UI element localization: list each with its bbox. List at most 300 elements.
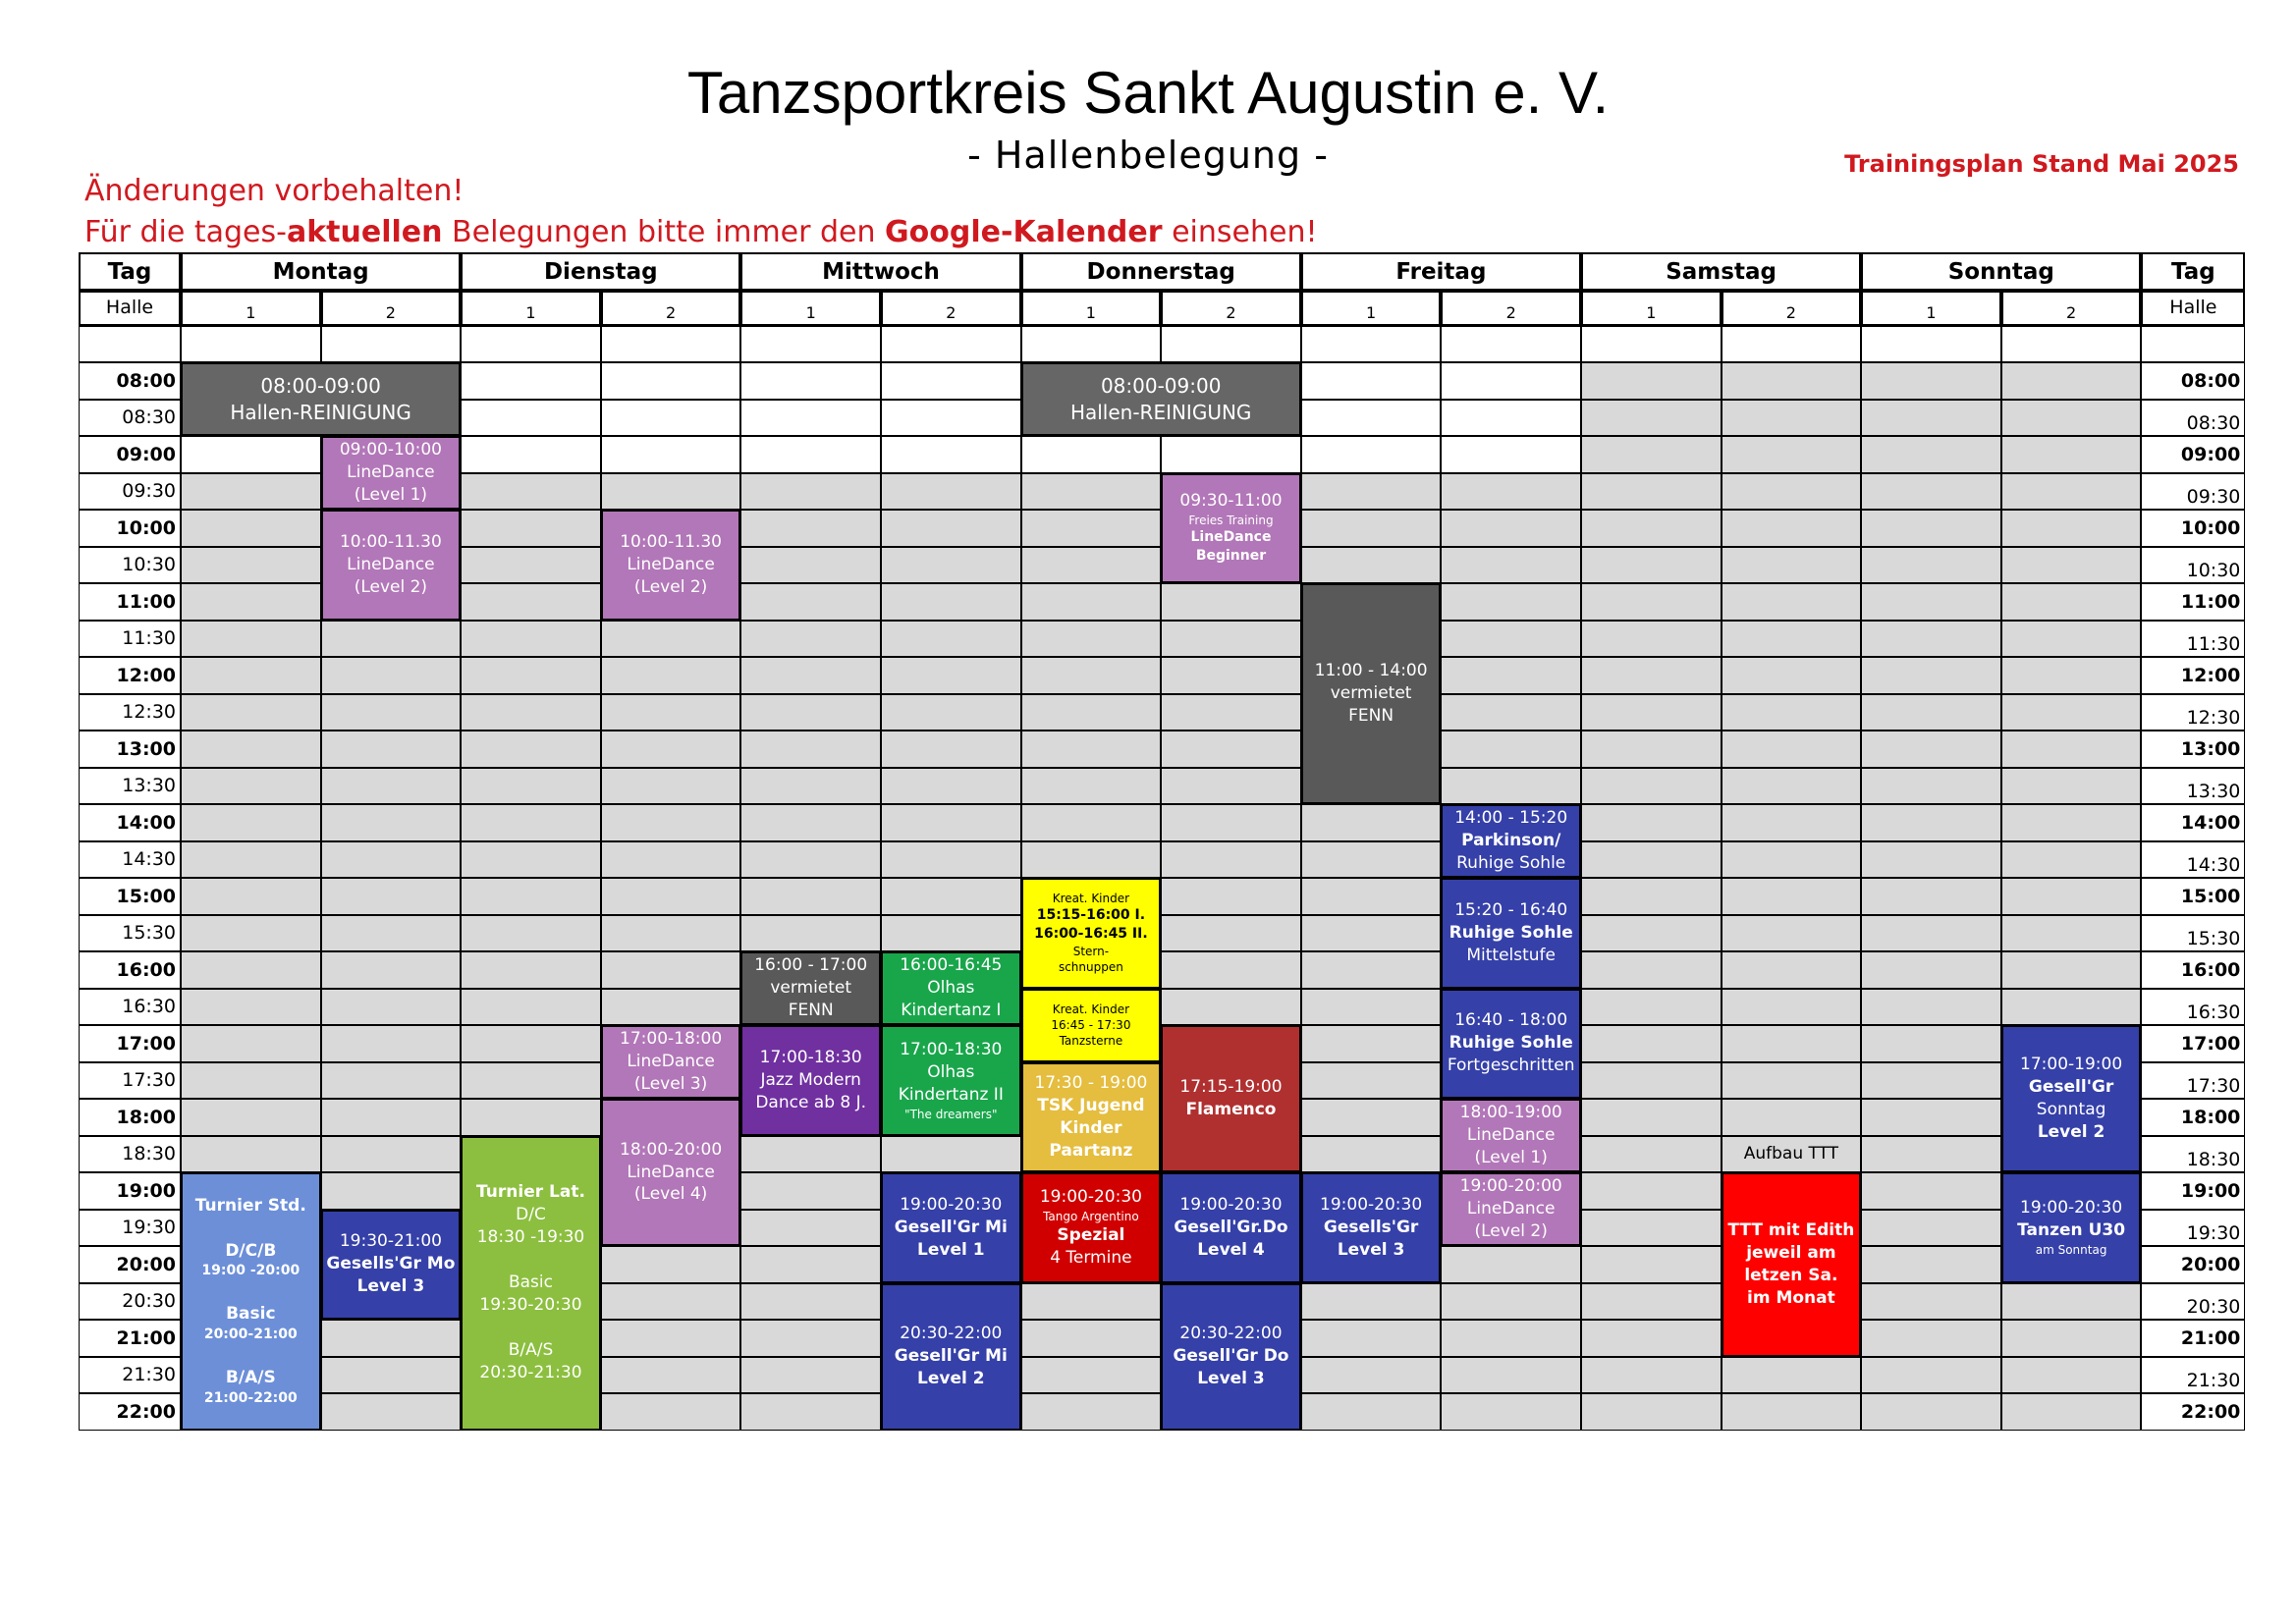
slot-cell[interactable] <box>1861 1210 2001 1247</box>
slot-cell[interactable] <box>740 1357 881 1394</box>
slot-cell[interactable] <box>740 804 881 841</box>
slot-cell[interactable] <box>1441 400 1581 437</box>
slot-cell[interactable] <box>461 473 601 511</box>
slot-cell[interactable] <box>181 768 321 805</box>
slot-cell[interactable] <box>601 1357 741 1394</box>
event-block[interactable] <box>881 1283 1021 1431</box>
slot-cell[interactable] <box>1861 473 2001 511</box>
slot-cell[interactable] <box>2001 657 2142 694</box>
slot-cell[interactable] <box>1441 547 1581 584</box>
slot-cell[interactable] <box>1581 657 1722 694</box>
slot-cell[interactable] <box>2001 1320 2142 1357</box>
slot-cell[interactable] <box>1021 804 1162 841</box>
slot-cell[interactable] <box>881 436 1021 473</box>
slot-cell[interactable] <box>321 878 462 915</box>
slot-cell[interactable] <box>321 841 462 879</box>
slot-cell[interactable] <box>1861 694 2001 731</box>
slot-cell[interactable] <box>1581 989 1722 1026</box>
slot-cell[interactable] <box>740 731 881 768</box>
slot-cell[interactable] <box>321 731 462 768</box>
slot-cell[interactable] <box>1861 583 2001 621</box>
slot-cell[interactable] <box>1581 1283 1722 1321</box>
slot-cell[interactable] <box>740 694 881 731</box>
slot-cell[interactable] <box>1861 621 2001 658</box>
slot-cell[interactable] <box>461 621 601 658</box>
slot-cell[interactable] <box>601 436 741 473</box>
slot-cell[interactable] <box>1861 1246 2001 1283</box>
event-block[interactable] <box>2001 1025 2142 1172</box>
slot-cell[interactable] <box>1441 436 1581 473</box>
event-block[interactable] <box>1441 1172 1581 1246</box>
slot-cell[interactable] <box>1581 768 1722 805</box>
slot-cell[interactable] <box>321 1062 462 1100</box>
slot-cell[interactable] <box>1301 1136 1442 1173</box>
event-block[interactable] <box>881 1172 1021 1283</box>
event-block[interactable] <box>1722 1136 1862 1173</box>
slot-cell[interactable] <box>1301 473 1442 511</box>
slot-cell[interactable] <box>321 915 462 952</box>
slot-cell[interactable] <box>1581 915 1722 952</box>
slot-cell[interactable] <box>1301 362 1442 400</box>
slot-cell[interactable] <box>1301 400 1442 437</box>
event-block[interactable] <box>321 436 462 510</box>
slot-cell[interactable] <box>1301 1357 1442 1394</box>
slot-cell[interactable] <box>1861 1357 2001 1394</box>
slot-cell[interactable] <box>1161 951 1301 989</box>
slot-cell[interactable] <box>461 1025 601 1062</box>
slot-cell[interactable] <box>1581 436 1722 473</box>
slot-cell[interactable] <box>1301 547 1442 584</box>
slot-cell[interactable] <box>181 510 321 547</box>
slot-cell[interactable] <box>740 1393 881 1431</box>
slot-cell[interactable] <box>1581 1172 1722 1210</box>
slot-cell[interactable] <box>2001 510 2142 547</box>
slot-cell[interactable] <box>1441 1320 1581 1357</box>
slot-cell[interactable] <box>1441 583 1581 621</box>
slot-cell[interactable] <box>1441 768 1581 805</box>
slot-cell[interactable] <box>1021 731 1162 768</box>
slot-cell[interactable] <box>1161 436 1301 473</box>
slot-cell[interactable] <box>1861 1320 2001 1357</box>
slot-cell[interactable] <box>1722 878 1862 915</box>
slot-cell[interactable] <box>321 951 462 989</box>
slot-cell[interactable] <box>1301 989 1442 1026</box>
slot-cell[interactable] <box>1581 804 1722 841</box>
slot-cell[interactable] <box>1581 1099 1722 1136</box>
slot-cell[interactable] <box>601 694 741 731</box>
event-block[interactable] <box>1301 1172 1442 1283</box>
slot-cell[interactable] <box>1301 1393 1442 1431</box>
slot-cell[interactable] <box>881 362 1021 400</box>
slot-cell[interactable] <box>1161 657 1301 694</box>
slot-cell[interactable] <box>461 694 601 731</box>
slot-cell[interactable] <box>1021 621 1162 658</box>
slot-cell[interactable] <box>1161 878 1301 915</box>
slot-cell[interactable] <box>2001 694 2142 731</box>
slot-cell[interactable] <box>1021 510 1162 547</box>
slot-cell[interactable] <box>1021 436 1162 473</box>
slot-cell[interactable] <box>2001 583 2142 621</box>
slot-cell[interactable] <box>1301 804 1442 841</box>
slot-cell[interactable] <box>601 915 741 952</box>
slot-cell[interactable] <box>740 1210 881 1247</box>
event-block[interactable] <box>1021 1172 1162 1283</box>
slot-cell[interactable] <box>181 436 321 473</box>
slot-cell[interactable] <box>881 621 1021 658</box>
slot-cell[interactable] <box>1441 362 1581 400</box>
event-block[interactable] <box>2001 1172 2142 1283</box>
slot-cell[interactable] <box>461 804 601 841</box>
slot-cell[interactable] <box>1861 1172 2001 1210</box>
slot-cell[interactable] <box>1722 1099 1862 1136</box>
slot-cell[interactable] <box>181 878 321 915</box>
slot-cell[interactable] <box>740 768 881 805</box>
slot-cell[interactable] <box>1861 510 2001 547</box>
slot-cell[interactable] <box>601 657 741 694</box>
slot-cell[interactable] <box>321 621 462 658</box>
event-block[interactable] <box>1021 989 1162 1062</box>
slot-cell[interactable] <box>740 510 881 547</box>
slot-cell[interactable] <box>1722 1025 1862 1062</box>
slot-cell[interactable] <box>881 657 1021 694</box>
event-block[interactable] <box>1021 1062 1162 1173</box>
slot-cell[interactable] <box>181 915 321 952</box>
slot-cell[interactable] <box>1581 1210 1722 1247</box>
google-calendar-link[interactable]: Google-Kalender <box>885 215 1163 249</box>
slot-cell[interactable] <box>881 804 1021 841</box>
slot-cell[interactable] <box>1021 1357 1162 1394</box>
slot-cell[interactable] <box>2001 804 2142 841</box>
event-block[interactable] <box>1441 878 1581 989</box>
slot-cell[interactable] <box>1861 804 2001 841</box>
slot-cell[interactable] <box>1581 878 1722 915</box>
slot-cell[interactable] <box>1301 951 1442 989</box>
slot-cell[interactable] <box>1861 1099 2001 1136</box>
slot-cell[interactable] <box>881 583 1021 621</box>
slot-cell[interactable] <box>1861 1136 2001 1173</box>
slot-cell[interactable] <box>601 621 741 658</box>
slot-cell[interactable] <box>1581 400 1722 437</box>
slot-cell[interactable] <box>2001 473 2142 511</box>
slot-cell[interactable] <box>2001 989 2142 1026</box>
slot-cell[interactable] <box>1161 989 1301 1026</box>
slot-cell[interactable] <box>1861 1062 2001 1100</box>
slot-cell[interactable] <box>321 989 462 1026</box>
event-block[interactable] <box>461 1136 601 1431</box>
slot-cell[interactable] <box>1722 915 1862 952</box>
slot-cell[interactable] <box>1581 510 1722 547</box>
slot-cell[interactable] <box>881 768 1021 805</box>
event-block[interactable] <box>601 510 741 621</box>
slot-cell[interactable] <box>1441 473 1581 511</box>
event-block[interactable] <box>881 951 1021 1025</box>
slot-cell[interactable] <box>1722 547 1862 584</box>
slot-cell[interactable] <box>1722 1357 1862 1394</box>
event-block[interactable] <box>740 951 881 1025</box>
slot-cell[interactable] <box>2001 951 2142 989</box>
slot-cell[interactable] <box>1861 362 2001 400</box>
slot-cell[interactable] <box>2001 841 2142 879</box>
slot-cell[interactable] <box>1301 1025 1442 1062</box>
slot-cell[interactable] <box>461 400 601 437</box>
slot-cell[interactable] <box>1581 951 1722 989</box>
slot-cell[interactable] <box>181 1136 321 1173</box>
slot-cell[interactable] <box>461 436 601 473</box>
slot-cell[interactable] <box>1722 1393 1862 1431</box>
slot-cell[interactable] <box>1161 768 1301 805</box>
slot-cell[interactable] <box>181 694 321 731</box>
slot-cell[interactable] <box>1722 841 1862 879</box>
slot-cell[interactable] <box>1861 436 2001 473</box>
slot-cell[interactable] <box>1301 436 1442 473</box>
slot-cell[interactable] <box>1722 362 1862 400</box>
slot-cell[interactable] <box>601 362 741 400</box>
slot-cell[interactable] <box>321 657 462 694</box>
slot-cell[interactable] <box>1861 989 2001 1026</box>
slot-cell[interactable] <box>1021 547 1162 584</box>
slot-cell[interactable] <box>740 1136 881 1173</box>
slot-cell[interactable] <box>1301 1062 1442 1100</box>
slot-cell[interactable] <box>601 768 741 805</box>
slot-cell[interactable] <box>1861 878 2001 915</box>
slot-cell[interactable] <box>461 841 601 879</box>
slot-cell[interactable] <box>181 473 321 511</box>
slot-cell[interactable] <box>461 768 601 805</box>
event-block[interactable] <box>1161 1025 1301 1172</box>
slot-cell[interactable] <box>601 1393 741 1431</box>
slot-cell[interactable] <box>1441 510 1581 547</box>
slot-cell[interactable] <box>1861 1393 2001 1431</box>
event-block[interactable] <box>1161 473 1301 584</box>
slot-cell[interactable] <box>2001 362 2142 400</box>
event-block[interactable] <box>1021 362 1301 436</box>
slot-cell[interactable] <box>2001 878 2142 915</box>
slot-cell[interactable] <box>1161 841 1301 879</box>
slot-cell[interactable] <box>1581 1320 1722 1357</box>
slot-cell[interactable] <box>740 1246 881 1283</box>
slot-cell[interactable] <box>1722 510 1862 547</box>
slot-cell[interactable] <box>1861 731 2001 768</box>
slot-cell[interactable] <box>1021 583 1162 621</box>
slot-cell[interactable] <box>740 1283 881 1321</box>
slot-cell[interactable] <box>601 804 741 841</box>
slot-cell[interactable] <box>181 1025 321 1062</box>
slot-cell[interactable] <box>461 657 601 694</box>
slot-cell[interactable] <box>1722 657 1862 694</box>
slot-cell[interactable] <box>1441 694 1581 731</box>
slot-cell[interactable] <box>181 804 321 841</box>
slot-cell[interactable] <box>1581 583 1722 621</box>
slot-cell[interactable] <box>740 1172 881 1210</box>
slot-cell[interactable] <box>601 473 741 511</box>
slot-cell[interactable] <box>1441 1283 1581 1321</box>
slot-cell[interactable] <box>1161 804 1301 841</box>
slot-cell[interactable] <box>181 951 321 989</box>
slot-cell[interactable] <box>601 989 741 1026</box>
slot-cell[interactable] <box>2001 915 2142 952</box>
slot-cell[interactable] <box>461 1099 601 1136</box>
slot-cell[interactable] <box>2001 1357 2142 1394</box>
slot-cell[interactable] <box>181 657 321 694</box>
slot-cell[interactable] <box>1581 694 1722 731</box>
slot-cell[interactable] <box>2001 1283 2142 1321</box>
event-block[interactable] <box>740 1025 881 1136</box>
slot-cell[interactable] <box>1722 804 1862 841</box>
slot-cell[interactable] <box>740 915 881 952</box>
slot-cell[interactable] <box>1722 951 1862 989</box>
slot-cell[interactable] <box>1301 510 1442 547</box>
slot-cell[interactable] <box>181 731 321 768</box>
slot-cell[interactable] <box>881 915 1021 952</box>
slot-cell[interactable] <box>181 841 321 879</box>
slot-cell[interactable] <box>2001 400 2142 437</box>
slot-cell[interactable] <box>1021 473 1162 511</box>
slot-cell[interactable] <box>1861 1025 2001 1062</box>
event-block[interactable] <box>1161 1172 1301 1283</box>
slot-cell[interactable] <box>181 547 321 584</box>
slot-cell[interactable] <box>1581 731 1722 768</box>
slot-cell[interactable] <box>461 878 601 915</box>
slot-cell[interactable] <box>1021 657 1162 694</box>
slot-cell[interactable] <box>601 841 741 879</box>
slot-cell[interactable] <box>1441 1393 1581 1431</box>
slot-cell[interactable] <box>2001 436 2142 473</box>
event-block[interactable] <box>181 1172 321 1431</box>
slot-cell[interactable] <box>1021 1393 1162 1431</box>
event-block[interactable] <box>881 1025 1021 1136</box>
slot-cell[interactable] <box>740 436 881 473</box>
slot-cell[interactable] <box>1581 1136 1722 1173</box>
slot-cell[interactable] <box>881 731 1021 768</box>
slot-cell[interactable] <box>1021 694 1162 731</box>
slot-cell[interactable] <box>2001 731 2142 768</box>
slot-cell[interactable] <box>321 804 462 841</box>
slot-cell[interactable] <box>461 510 601 547</box>
event-block[interactable] <box>1441 989 1581 1100</box>
slot-cell[interactable] <box>1301 1283 1442 1321</box>
slot-cell[interactable] <box>321 1393 462 1431</box>
slot-cell[interactable] <box>1581 473 1722 511</box>
slot-cell[interactable] <box>1021 768 1162 805</box>
slot-cell[interactable] <box>881 1136 1021 1173</box>
event-block[interactable] <box>181 362 461 436</box>
slot-cell[interactable] <box>601 400 741 437</box>
slot-cell[interactable] <box>1722 989 1862 1026</box>
event-block[interactable] <box>601 1025 741 1099</box>
slot-cell[interactable] <box>181 1062 321 1100</box>
slot-cell[interactable] <box>1861 1283 2001 1321</box>
slot-cell[interactable] <box>740 621 881 658</box>
slot-cell[interactable] <box>461 731 601 768</box>
slot-cell[interactable] <box>1581 1393 1722 1431</box>
slot-cell[interactable] <box>1581 362 1722 400</box>
event-block[interactable] <box>321 510 462 621</box>
slot-cell[interactable] <box>881 400 1021 437</box>
slot-cell[interactable] <box>881 878 1021 915</box>
slot-cell[interactable] <box>1021 1283 1162 1321</box>
slot-cell[interactable] <box>1722 768 1862 805</box>
slot-cell[interactable] <box>601 1283 741 1321</box>
slot-cell[interactable] <box>181 1099 321 1136</box>
slot-cell[interactable] <box>1441 657 1581 694</box>
slot-cell[interactable] <box>1722 694 1862 731</box>
slot-cell[interactable] <box>181 583 321 621</box>
event-block[interactable] <box>1021 878 1162 989</box>
slot-cell[interactable] <box>1301 1320 1442 1357</box>
slot-cell[interactable] <box>461 1062 601 1100</box>
slot-cell[interactable] <box>1161 694 1301 731</box>
slot-cell[interactable] <box>1861 915 2001 952</box>
slot-cell[interactable] <box>1301 841 1442 879</box>
slot-cell[interactable] <box>321 1320 462 1357</box>
slot-cell[interactable] <box>1861 841 2001 879</box>
slot-cell[interactable] <box>881 510 1021 547</box>
slot-cell[interactable] <box>461 583 601 621</box>
slot-cell[interactable] <box>181 989 321 1026</box>
slot-cell[interactable] <box>1161 731 1301 768</box>
slot-cell[interactable] <box>1301 1099 1442 1136</box>
slot-cell[interactable] <box>321 768 462 805</box>
slot-cell[interactable] <box>1722 731 1862 768</box>
slot-cell[interactable] <box>2001 1393 2142 1431</box>
slot-cell[interactable] <box>1722 436 1862 473</box>
slot-cell[interactable] <box>461 362 601 400</box>
event-block[interactable] <box>1441 1099 1581 1172</box>
slot-cell[interactable] <box>881 473 1021 511</box>
slot-cell[interactable] <box>740 473 881 511</box>
slot-cell[interactable] <box>461 547 601 584</box>
slot-cell[interactable] <box>461 915 601 952</box>
slot-cell[interactable] <box>1441 1246 1581 1283</box>
slot-cell[interactable] <box>1161 583 1301 621</box>
slot-cell[interactable] <box>1581 1357 1722 1394</box>
slot-cell[interactable] <box>1722 621 1862 658</box>
slot-cell[interactable] <box>1581 1025 1722 1062</box>
slot-cell[interactable] <box>740 583 881 621</box>
slot-cell[interactable] <box>1441 1357 1581 1394</box>
slot-cell[interactable] <box>881 694 1021 731</box>
slot-cell[interactable] <box>740 400 881 437</box>
slot-cell[interactable] <box>1581 547 1722 584</box>
slot-cell[interactable] <box>1021 841 1162 879</box>
event-block[interactable] <box>321 1210 462 1321</box>
slot-cell[interactable] <box>1581 841 1722 879</box>
slot-cell[interactable] <box>1161 621 1301 658</box>
slot-cell[interactable] <box>461 989 601 1026</box>
slot-cell[interactable] <box>1861 951 2001 989</box>
slot-cell[interactable] <box>740 878 881 915</box>
slot-cell[interactable] <box>1021 1320 1162 1357</box>
slot-cell[interactable] <box>461 951 601 989</box>
slot-cell[interactable] <box>740 547 881 584</box>
slot-cell[interactable] <box>181 621 321 658</box>
slot-cell[interactable] <box>321 1025 462 1062</box>
slot-cell[interactable] <box>1861 768 2001 805</box>
slot-cell[interactable] <box>1722 1062 1862 1100</box>
event-block[interactable] <box>601 1099 741 1246</box>
slot-cell[interactable] <box>740 841 881 879</box>
event-block[interactable] <box>1441 804 1581 878</box>
slot-cell[interactable] <box>1722 400 1862 437</box>
slot-cell[interactable] <box>740 362 881 400</box>
slot-cell[interactable] <box>1861 657 2001 694</box>
slot-cell[interactable] <box>321 1099 462 1136</box>
slot-cell[interactable] <box>601 731 741 768</box>
slot-cell[interactable] <box>1581 1246 1722 1283</box>
slot-cell[interactable] <box>1161 915 1301 952</box>
event-block[interactable] <box>1301 583 1442 804</box>
slot-cell[interactable] <box>321 1172 462 1210</box>
